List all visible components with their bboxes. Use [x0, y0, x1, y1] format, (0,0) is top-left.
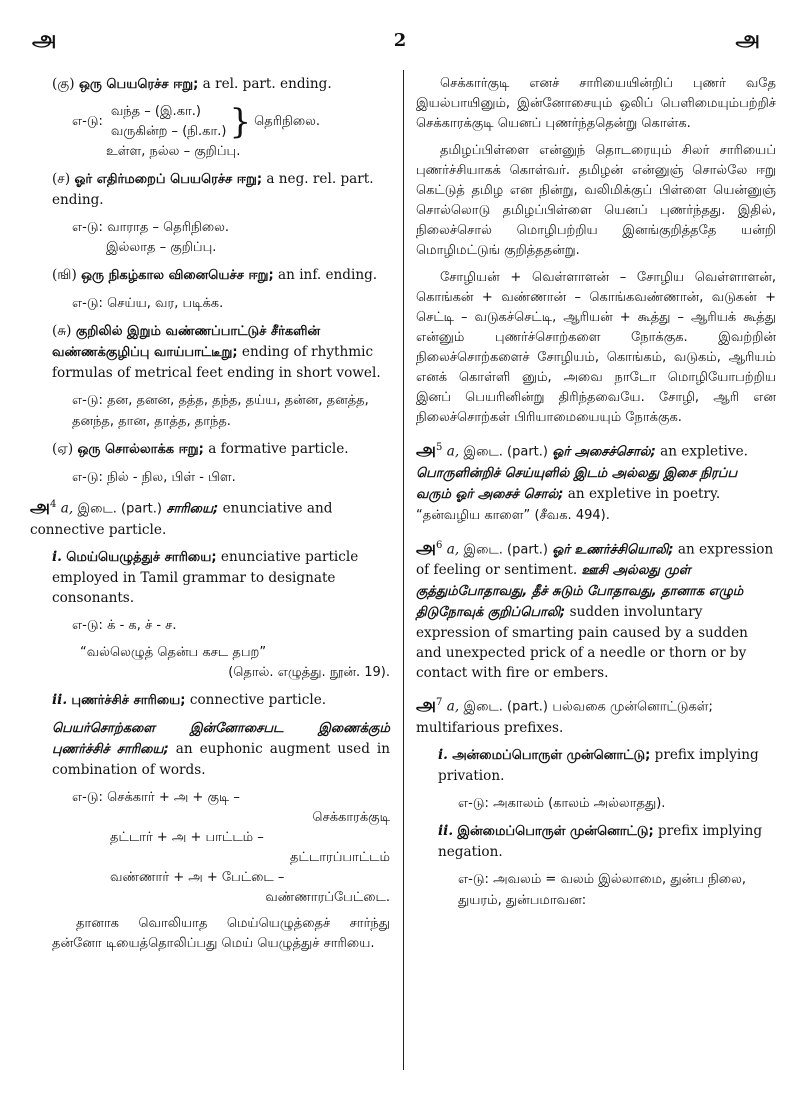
- sense-ii: ii. புணர்ச்சிச் சாரியை; connective particle.: [52, 691, 327, 708]
- entry-s: (சு) குறிலில் இறும் வண்ணப்பாட்டுச் சீர்களின் வண்ணக்குழிப்பு வாய்பாட்டீறு; ending of rhythmic formulas of metrical feet ending in short vowel.: [52, 323, 381, 381]
- brace: }: [229, 102, 252, 142]
- entry-a7: அ$^7$ a, இடை. (part.) பல்வகை முன்னொட்டுகள்; multifarious prefixes.: [416, 694, 713, 736]
- prefix-sense-ii-example: எ-டு: அவலம் = வலம் இல்லாமை, துன்ப நிலை, துயரம், துன்பமாவன:: [458, 871, 747, 908]
- entry-s-example: எ-டு: தன, தனன, தத்த, தந்த, தய்ய, தன்ன, தனத்த, தனந்த, தான, தாத்த, தாந்த.: [72, 393, 369, 429]
- entry-k-example: எ-டு: வந்த – (இ.கா.) வருகின்ற – (நி.கா.) } தெரிநிலை. உள்ள, நல்ல – குறிப்பு.: [72, 102, 321, 159]
- prefix-sense-i: i. அன்மைப்பொருள் முன்னொட்டு; prefix implying privation.: [438, 746, 759, 784]
- sense-ii-examples: எ-டு: செக்கார் + அ + குடி – செக்காரக்குடி தட்டார் + அ + பாட்டம் – தட்டாரப்பாட்டம் வண்ணார் + அ + பேட்டை – வண்ணாரப்பேட்டை.: [72, 789, 390, 905]
- entry-e: (ஏ) ஒரு சொல்லாக்க ஈறு; a formative particle.: [52, 441, 349, 457]
- page-number: 2: [393, 30, 407, 51]
- sense-i-example: எ-டு: க் - க, ச் - ச.: [72, 617, 177, 633]
- sense-i-citation: (தொல். எழுத்து. நூன். 19).: [228, 664, 390, 680]
- sense-ii-description: பெயர்சொற்களை இன்னோசைபட இணைக்கும் புணர்ச்சிச் சாரியை; an euphonic augment used in combination of words.: [52, 720, 390, 778]
- entry-c-example: எ-டு: வாராத – தெரிநிலை. இல்லாத – குறிப்பு.: [72, 220, 230, 255]
- prefix-sense-i-example: எ-டு: அகாலம் (காலம் அல்லாதது).: [458, 795, 666, 811]
- entry-n: (ஙி) ஒரு நிகழ்கால வினையெச்ச ஈறு; an inf. ending.: [52, 267, 378, 283]
- entry-n-example: எ-டு: செய்ய, வர, படிக்க.: [72, 296, 224, 311]
- entry-a5: அ$^5$ a, இடை. (part.) ஓர் அசைச்சொல்; an expletive. பொருளின்றிச் செய்யுளில் இடம் அல்லது இசை நிரப்ப வரும் ஓர் அசைச் சொல்; an expletive in poetry. “தன்வழிய காளை” (சீவக. 494).: [416, 439, 748, 523]
- entry-e-example: எ-டு: நில் - நில, பிள் - பிள.: [72, 470, 236, 485]
- right-para-1: செக்கார்குடி எனச் சாரியையின்றிப் புணர் வதே இயல்பாயினும், இன்னோசையும் ஒலிப் பெளிமையும்பற்றிச் செக்காரக்குடி யெனப் புணர்ந்ததென்று கொள்க.: [416, 76, 776, 131]
- sense-ii-note: தானாக வொலியாத மெய்யெழுத்தைச் சார்ந்து தன்னோ டியைத்தொலிப்பது மெய் யெழுத்துச் சாரியை.: [52, 915, 390, 951]
- right-column: [416, 74, 776, 918]
- left-column: [30, 74, 390, 961]
- header-right-glyph: அ: [735, 26, 760, 52]
- sense-i-quote: “வல்லெழுத் தென்ப கசட தபற”: [80, 644, 267, 660]
- column-divider: [403, 70, 404, 1070]
- right-para-2: தமிழப்பிள்ளை என்னுந் தொடரையும் சிலர் சாரியைப் புணர்ச்சியாகக் கொள்வர். தமிழன் என்னுஞ் சொல்லே ஈறு கெட்டுத் தமிழ என நின்று, வலிமிக்குப் பிள்ளை யென்னுஞ் சொல்லொடு தமிழப்பிள்ளை யெனப் புணர்ந்தது. இதில், நிலைச்சொல் மொழிபற்றிய இனங்குறித்ததே யன்றி மொழிமட்டுங் குறித்ததன்று.: [416, 143, 776, 258]
- entry-c: (ச) ஓர் எதிர்மறைப் பெயரெச்ச ஈறு; a neg. rel. part. ending.: [52, 171, 374, 208]
- header-left-glyph: அ: [32, 26, 57, 52]
- prefix-sense-ii: ii. இன்மைப்பொருள் முன்னொட்டு; prefix implying negation.: [438, 822, 763, 860]
- entry-a4: அ$^4$ a, இடை. (part.) சாரியை; enunciative and connective particle.: [30, 496, 333, 538]
- sense-i: i. மெய்யெழுத்துச் சாரியை; enunciative particle employed in Tamil grammar to designate consonants.: [52, 548, 359, 606]
- entry-a6: அ$^6$ a, இடை. (part.) ஓர் உணர்ச்சியொலி; an expression of feeling or sentiment. ஊசி அல்லது முள் குத்தும்போதாவது, தீச் சுடும் போதாவது, தானாக எழும் திடுநோவுக் குறிப்பொலி; sudden involuntary expression of smarting pain caused by a sudden and unexpected prick of a needle or thorn or by contact with fire or embers.: [416, 537, 774, 682]
- entry-k: (கு) ஒரு பெயரெச்ச ஈறு; a rel. part. ending.: [52, 76, 332, 92]
- right-para-3: சோழியன் + வெள்ளாளன் – சோழிய வெள்ளாளன், கொங்கன் + வண்ணான் – கொங்கவண்ணான், வடுகன் + செட்டி – வடுகச்செட்டி, ஆரியன் + கூத்து – ஆரியக் கூத்து என்னும் புணர்ச்சொற்களை நோக்குக. இவற்றின் நிலைச்சொற்களைச் சோழியம், கொங்கம், வடுகம், ஆரியம் எனக் கொள்ளி னும், அவை நாடோ மொழியோபற்றிய இனப் பெயரினின்று திரிந்தவையே. சோழி, ஆரி என நிலைச்சொற்கள் பிரியாமையையும் நோக்குக.: [416, 270, 776, 425]
